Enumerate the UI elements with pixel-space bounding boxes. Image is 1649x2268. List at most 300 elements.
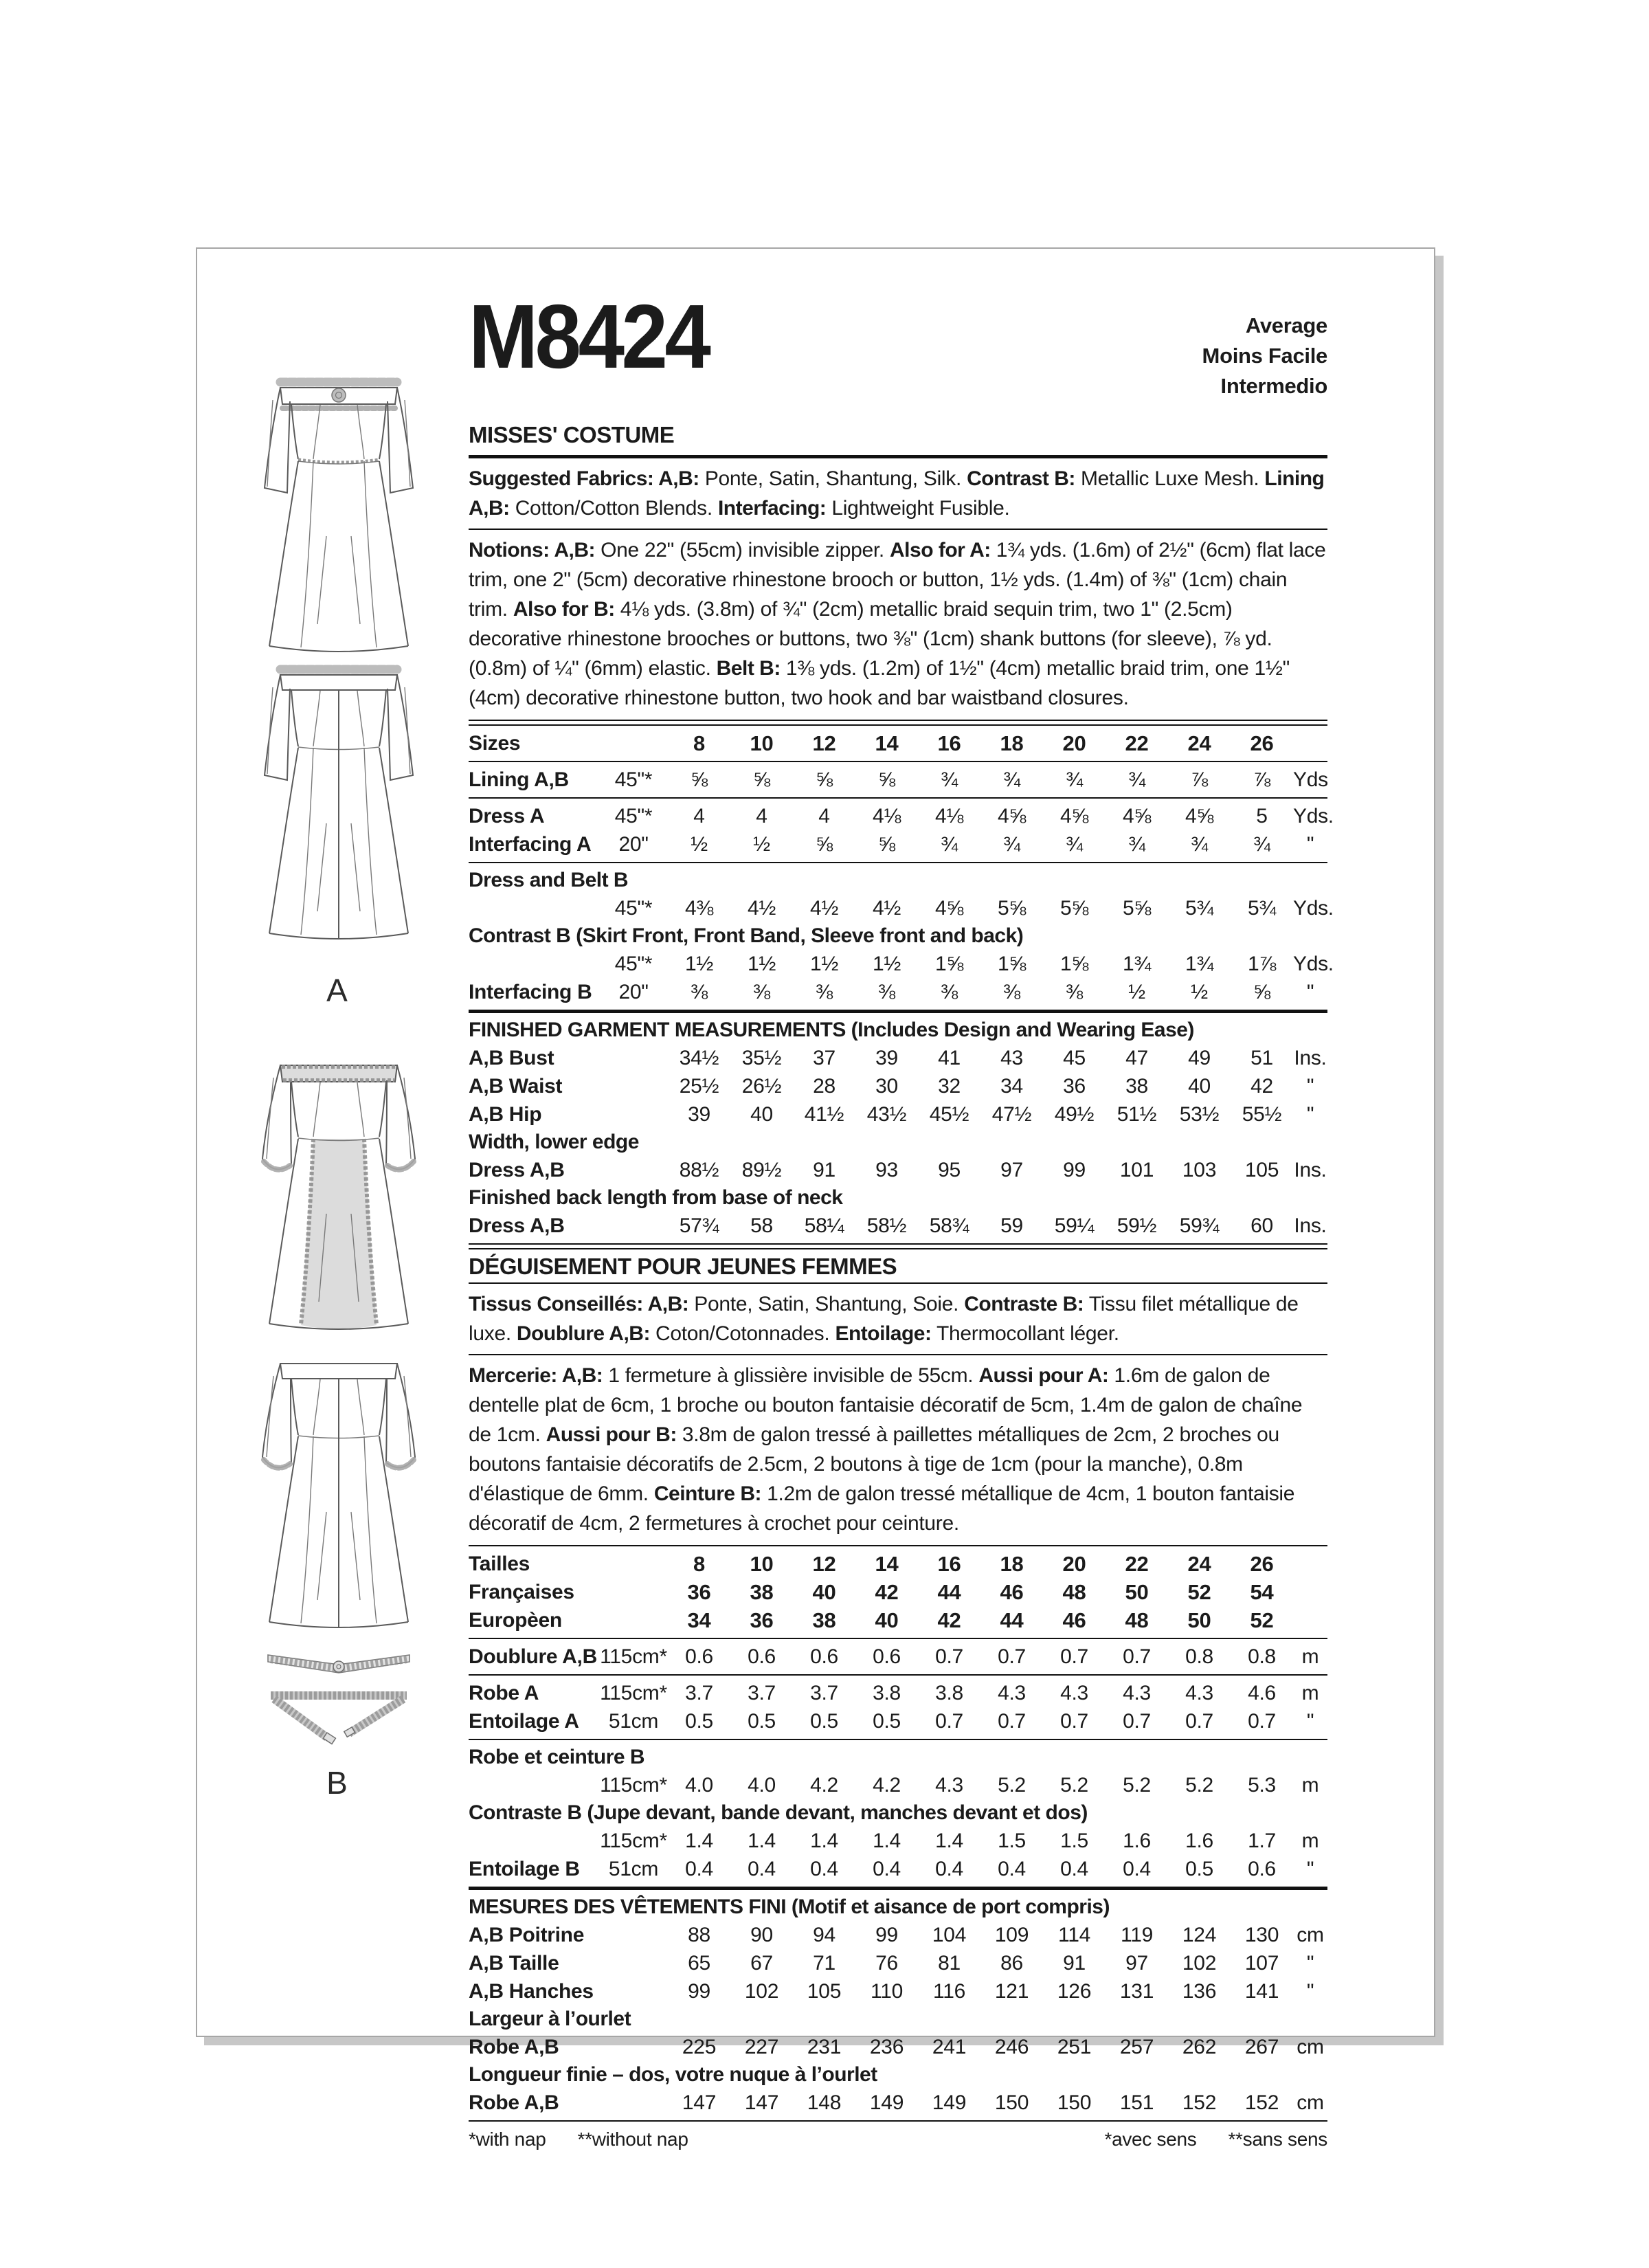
value-cell: 26	[1250, 1551, 1274, 1576]
tissus-paragraph: Tissus Conseillés: A,B: Ponte, Satin, Shantung, Soie. Contraste B: Tissu filet métallique de luxe. Doublure A,B: Coton/Cotonnades. Entoilage: Thermocollant léger.	[469, 1293, 1299, 1345]
value-cell: 24	[1187, 731, 1211, 755]
value-cell: 86	[1000, 1951, 1023, 1975]
row-label: Robe A,B	[469, 2091, 559, 2114]
value-cell: 0.4	[935, 1857, 963, 1880]
fabric-width-cell: 20"	[618, 832, 649, 856]
table-row	[469, 978, 1327, 1006]
value-cell: 41½	[804, 1102, 844, 1126]
value-cell: ½	[753, 832, 770, 856]
value-cell: ⅜	[753, 980, 770, 1003]
value-cell: 1.4	[810, 1829, 838, 1852]
value-cell: ⅜	[1066, 980, 1083, 1003]
row-label: Lining A,B	[469, 768, 569, 791]
value-cell: 1½	[872, 952, 901, 975]
value-cell: 4.3	[935, 1773, 963, 1797]
row-label: A,B Hip	[469, 1102, 542, 1126]
unit-cell: m	[1301, 1645, 1319, 1668]
value-cell: 67	[750, 1951, 773, 1975]
value-cell: 36	[1063, 1074, 1086, 1098]
unit-cell: Yds.	[1293, 896, 1334, 920]
fabric-width-cell: 51cm	[608, 1709, 659, 1733]
value-cell: 49	[1188, 1046, 1211, 1069]
value-cell: 130	[1244, 1923, 1279, 1946]
value-cell: ½	[1128, 980, 1145, 1003]
value-cell: 1.4	[873, 1829, 901, 1852]
fabric-width-cell: 115cm*	[600, 1681, 667, 1704]
value-cell: 90	[750, 1923, 773, 1946]
value-cell: 4.0	[748, 1773, 776, 1797]
value-cell: 1.4	[748, 1829, 776, 1852]
value-cell: 121	[994, 1979, 1029, 2003]
table-row	[469, 1679, 1327, 1707]
value-cell: 141	[1244, 1979, 1279, 2003]
row-label: Robe A	[469, 1681, 539, 1704]
value-cell: ¾	[1066, 832, 1083, 856]
value-cell: 4⅝	[1122, 804, 1152, 827]
value-cell: ⅜	[941, 980, 958, 1003]
value-cell: 1½	[809, 952, 839, 975]
footnote-french	[1104, 2128, 1327, 2150]
value-cell: 43½	[866, 1102, 907, 1126]
yardage-table-french	[469, 1545, 1327, 2122]
dress-b-front-drawing	[259, 1050, 418, 1339]
value-cell: 1.4	[685, 1829, 713, 1852]
value-cell: 97	[1125, 1951, 1148, 1975]
row-label: Europèen	[469, 1608, 562, 1632]
value-cell: 22	[1125, 731, 1149, 755]
table-rule	[469, 761, 1327, 762]
value-cell: 3.8	[935, 1681, 963, 1704]
value-cell: 76	[875, 1951, 898, 1975]
value-cell: 104	[932, 1923, 967, 1946]
value-cell: 0.6	[810, 1645, 838, 1668]
title-row	[469, 286, 1327, 401]
unit-cell: Yds.	[1293, 804, 1334, 827]
value-cell: 59½	[1117, 1214, 1157, 1237]
fabric-width-cell: 45"*	[614, 952, 653, 975]
footnote-without-nap: **without nap	[577, 2128, 688, 2150]
table-section-label: Width, lower edge	[469, 1131, 639, 1153]
value-cell: 149	[869, 2091, 904, 2114]
value-cell: 225	[682, 2035, 717, 2058]
value-cell: 22	[1125, 1551, 1149, 1576]
table-row	[469, 1578, 1327, 1606]
value-cell: 12	[812, 1551, 836, 1576]
value-cell: 39	[688, 1102, 710, 1126]
value-cell: 5.2	[1060, 1773, 1088, 1797]
value-cell: 10	[750, 731, 774, 755]
value-cell: 12	[812, 731, 836, 755]
footnotes-row	[469, 2128, 1327, 2150]
value-cell: 14	[875, 731, 899, 755]
value-cell: 53½	[1179, 1102, 1220, 1126]
divider	[469, 1354, 1327, 1355]
yardage-table-english	[469, 720, 1334, 1249]
table-row	[469, 1606, 1327, 1634]
value-cell: 37	[813, 1046, 835, 1069]
value-cell: 0.7	[1060, 1645, 1088, 1668]
table-section-label: Robe et ceinture B	[469, 1746, 645, 1768]
value-cell: 39	[875, 1046, 898, 1069]
value-cell: 38	[812, 1608, 836, 1632]
table-rule	[469, 1243, 1327, 1249]
value-cell: 3.7	[685, 1681, 713, 1704]
row-label: Sizes	[469, 731, 521, 755]
table-row	[469, 1212, 1327, 1240]
table-section-label: FINISHED GARMENT MEASUREMENTS (Includes Design and Wearing Ease)	[469, 1019, 1194, 1041]
value-cell: 48	[1125, 1608, 1149, 1632]
value-cell: 0.7	[998, 1645, 1026, 1668]
value-cell: 4.2	[810, 1773, 838, 1797]
value-cell: 50	[1125, 1579, 1149, 1604]
value-cell: 116	[933, 1979, 965, 2003]
value-cell: 4½	[809, 896, 839, 920]
value-cell: 59¼	[1054, 1214, 1095, 1237]
unit-cell: "	[1306, 832, 1314, 856]
value-cell: 151	[1119, 2091, 1154, 2114]
value-cell: 4	[818, 804, 830, 827]
table-row	[469, 1072, 1327, 1100]
value-cell: ⅝	[878, 832, 895, 856]
value-cell: 89½	[741, 1158, 782, 1181]
value-cell: 147	[682, 2091, 717, 2114]
value-cell: 81	[938, 1951, 961, 1975]
unit-cell: Ins.	[1294, 1214, 1327, 1237]
value-cell: ¾	[1066, 768, 1083, 791]
value-cell: 5⅝	[997, 896, 1027, 920]
value-cell: 4½	[872, 896, 901, 920]
value-cell: 126	[1057, 1979, 1092, 2003]
table-row	[469, 950, 1334, 978]
value-cell: 3.7	[810, 1681, 838, 1704]
value-cell: 40	[812, 1579, 836, 1604]
value-cell: 94	[813, 1923, 835, 1946]
footnote-avec-sens: *avec sens	[1104, 2128, 1197, 2150]
value-cell: 246	[994, 2035, 1029, 2058]
value-cell: 59¾	[1179, 1214, 1220, 1237]
value-cell: 34	[1000, 1074, 1023, 1098]
fabric-width-cell: 115cm*	[600, 1773, 667, 1797]
value-cell: 0.7	[1123, 1645, 1151, 1668]
row-label: A,B Waist	[469, 1074, 563, 1098]
divider	[469, 455, 1327, 458]
value-cell: 4⅛	[934, 804, 964, 827]
table-rule	[469, 1739, 1327, 1740]
value-cell: ½	[1191, 980, 1208, 1003]
fabric-width-cell: 115cm*	[600, 1829, 667, 1852]
value-cell: 0.5	[748, 1709, 776, 1733]
value-cell: 4.3	[998, 1681, 1026, 1704]
value-cell: 91	[813, 1158, 835, 1181]
value-cell: 105	[807, 1979, 842, 2003]
value-cell: 41	[938, 1046, 961, 1069]
value-cell: 99	[688, 1979, 710, 2003]
value-cell: 88½	[679, 1158, 719, 1181]
value-cell: 1⅝	[1059, 952, 1089, 975]
difficulty-spanish: Intermedio	[1220, 374, 1327, 398]
value-cell: 5.3	[1248, 1773, 1276, 1797]
value-cell: ¾	[941, 832, 958, 856]
table-row	[469, 1771, 1327, 1799]
divider	[469, 529, 1327, 530]
value-cell: 25½	[679, 1074, 719, 1098]
value-cell: ⅝	[816, 832, 833, 856]
value-cell: 16	[937, 731, 961, 755]
pattern-number: M8424	[469, 286, 708, 387]
dress-a-back-drawing	[259, 660, 418, 948]
value-cell: ¾	[1003, 832, 1020, 856]
value-cell: 0.4	[873, 1857, 901, 1880]
value-cell: 48	[1062, 1579, 1086, 1604]
value-cell: 5⅝	[1122, 896, 1152, 920]
value-cell: 227	[744, 2035, 779, 2058]
value-cell: 1.5	[1060, 1829, 1088, 1852]
footnote-sans-sens: **sans sens	[1228, 2128, 1327, 2150]
value-cell: ¾	[1191, 832, 1208, 856]
value-cell: 4½	[747, 896, 776, 920]
mercerie-paragraph: Mercerie: A,B: 1 fermeture à glissière invisible de 55cm. Aussi pour A: 1.6m de galon de dentelle plat de 6cm, 1 broche ou bouton fantaisie décoratif de 5cm, 1.4m de galon de chaîne de 1cm. Aussi pour B: 3.8m de galon tressé à paillettes métalliques de 2cm, 2 broches ou boutons fantaisie décoratifs de 2.5cm, 2 boutons à tige de 1cm (pour la manche), 0.8m d'élastique de 6mm. Ceinture B: 1.2m de galon tressé métallique de 4cm, 1 bouton fantaisie décoratif de 4cm, 2 fermetures à crochet pour ceinture.	[469, 1364, 1303, 1535]
table-row	[469, 1855, 1327, 1883]
value-cell: 0.4	[810, 1857, 838, 1880]
footnote-english	[469, 2128, 688, 2150]
table-row	[469, 1044, 1327, 1072]
value-cell: 49½	[1054, 1102, 1095, 1126]
value-cell: 26½	[741, 1074, 782, 1098]
value-cell: ¾	[1253, 832, 1270, 856]
value-cell: 0.8	[1185, 1645, 1213, 1668]
unit-cell: cm	[1297, 1923, 1324, 1946]
value-cell: 0.5	[1185, 1857, 1213, 1880]
value-cell: 1.6	[1123, 1829, 1151, 1852]
value-cell: 0.7	[935, 1709, 963, 1733]
value-cell: 0.4	[685, 1857, 713, 1880]
value-cell: 131	[1119, 1979, 1154, 2003]
value-cell: 4⅝	[1059, 804, 1089, 827]
value-cell: 257	[1119, 2035, 1154, 2058]
value-cell: 103	[1182, 1158, 1217, 1181]
table-row	[469, 1643, 1327, 1671]
garment-title-english: MISSES' COSTUME	[469, 422, 675, 447]
value-cell: 0.4	[748, 1857, 776, 1880]
value-cell: 5¾	[1247, 896, 1277, 920]
value-cell: 5	[1256, 804, 1268, 827]
row-label: Interfacing B	[469, 980, 592, 1003]
value-cell: 152	[1244, 2091, 1279, 2114]
table-section-label: Largeur à l’ourlet	[469, 2008, 631, 2030]
view-b-back-illustration	[259, 1348, 418, 1637]
value-cell: 34	[687, 1608, 711, 1632]
value-cell: 124	[1182, 1923, 1217, 1946]
value-cell: 251	[1057, 2035, 1092, 2058]
value-cell: 65	[688, 1951, 710, 1975]
value-cell: 16	[937, 1551, 961, 1576]
table-row	[469, 1100, 1327, 1129]
unit-cell: Ins.	[1294, 1158, 1327, 1181]
table-section-label: Dress and Belt B	[469, 869, 629, 891]
unit-cell: cm	[1297, 2035, 1324, 2058]
row-label: Dress A	[469, 804, 545, 827]
dress-a-front-drawing	[259, 373, 418, 661]
value-cell: 32	[938, 1074, 961, 1098]
table-row	[469, 1977, 1327, 2005]
table-row	[469, 2033, 1327, 2061]
value-cell: 5.2	[998, 1773, 1026, 1797]
suggested-fabrics-paragraph: Suggested Fabrics: A,B: Ponte, Satin, Shantung, Silk. Contrast B: Metallic Luxe Mesh. Lining A,B: Cotton/Cotton Blends. Interfacing: Lightweight Fusible.	[469, 467, 1325, 520]
fabric-width-cell: 45"*	[614, 804, 653, 827]
unit-cell: Yds	[1293, 768, 1328, 791]
garment-title-french: DÉGUISEMENT POUR JEUNES FEMMES	[469, 1254, 897, 1279]
value-cell: 8	[693, 1551, 705, 1576]
unit-cell: "	[1306, 980, 1314, 1003]
value-cell: 1¾	[1122, 952, 1152, 975]
value-cell: ¾	[1128, 768, 1145, 791]
row-label: Tailles	[469, 1552, 530, 1575]
value-cell: 4.6	[1248, 1681, 1276, 1704]
value-cell: 47½	[991, 1102, 1032, 1126]
value-cell: 136	[1182, 1979, 1217, 2003]
value-cell: 55½	[1242, 1102, 1282, 1126]
dress-b-back-drawing	[259, 1348, 418, 1637]
value-cell: 95	[938, 1158, 961, 1181]
table-row	[469, 1921, 1327, 1949]
value-cell: 58	[750, 1214, 773, 1237]
value-cell: 1.7	[1248, 1829, 1276, 1852]
value-cell: 91	[1063, 1951, 1086, 1975]
row-label: A,B Bust	[469, 1046, 554, 1069]
value-cell: 71	[813, 1951, 835, 1975]
value-cell: 1.4	[935, 1829, 963, 1852]
table-row	[469, 802, 1334, 830]
value-cell: ¾	[941, 768, 958, 791]
value-cell: 231	[807, 2035, 842, 2058]
view-b-front-illustration	[259, 1050, 418, 1339]
value-cell: 262	[1182, 2035, 1217, 2058]
value-cell: 102	[744, 1979, 779, 2003]
value-cell: 51	[1250, 1046, 1273, 1069]
table-section-label: Contrast B (Skirt Front, Front Band, Sleeve front and back)	[469, 924, 1024, 947]
unit-cell: Ins.	[1294, 1046, 1327, 1069]
value-cell: 35½	[741, 1046, 782, 1069]
value-cell: 36	[687, 1579, 711, 1604]
view-a-back-illustration	[259, 660, 418, 948]
view-a-front-illustration	[259, 373, 418, 661]
value-cell: 0.6	[873, 1645, 901, 1668]
value-cell: 102	[1182, 1951, 1217, 1975]
value-cell: 0.6	[748, 1645, 776, 1668]
value-cell: 47	[1125, 1046, 1148, 1069]
value-cell: 44	[1000, 1608, 1024, 1632]
value-cell: 0.7	[1060, 1709, 1088, 1733]
value-cell: 60	[1250, 1214, 1273, 1237]
value-cell: 4.3	[1060, 1681, 1088, 1704]
difficulty-french: Moins Facile	[1202, 344, 1327, 368]
row-label: Interfacing A	[469, 832, 592, 856]
footnote-with-nap: *with nap	[469, 2128, 546, 2150]
table-row	[469, 1949, 1327, 1977]
value-cell: 38	[1125, 1074, 1148, 1098]
value-cell: 42	[1250, 1074, 1273, 1098]
value-cell: 4	[693, 804, 705, 827]
value-cell: 1⅝	[934, 952, 964, 975]
value-cell: 150	[994, 2091, 1029, 2114]
value-cell: 0.6	[685, 1645, 713, 1668]
value-cell: 97	[1000, 1158, 1023, 1181]
fabric-width-cell: 51cm	[608, 1857, 659, 1880]
value-cell: 51½	[1117, 1102, 1157, 1126]
value-cell: ⅝	[878, 768, 895, 791]
value-cell: 52	[1250, 1608, 1274, 1632]
value-cell: 10	[750, 1551, 774, 1576]
value-cell: 42	[937, 1608, 961, 1632]
value-cell: ⅜	[878, 980, 895, 1003]
value-cell: 42	[875, 1579, 899, 1604]
table-rule	[469, 1638, 1327, 1639]
value-cell: 38	[750, 1579, 774, 1604]
table-rule	[469, 1545, 1327, 1546]
difficulty-block	[1202, 301, 1327, 401]
value-cell: 45	[1063, 1046, 1086, 1069]
value-cell: 20	[1062, 1551, 1086, 1576]
table-row	[469, 1827, 1327, 1855]
belt-back-drawing	[259, 1687, 418, 1747]
row-label: A,B Hanches	[469, 1979, 594, 2003]
value-cell: 52	[1187, 1579, 1211, 1604]
value-cell: 1¾	[1185, 952, 1214, 975]
row-label: Entoilage A	[469, 1709, 579, 1733]
unit-cell: "	[1306, 1709, 1314, 1733]
table-row	[469, 766, 1327, 794]
view-a-label: A	[326, 972, 350, 1008]
belt-b-back-illustration	[259, 1687, 418, 1747]
value-cell: 5.2	[1185, 1773, 1213, 1797]
unit-cell: cm	[1297, 2091, 1324, 2114]
value-cell: 88	[688, 1923, 710, 1946]
unit-cell: "	[1306, 1979, 1314, 2003]
value-cell: 4⅜	[684, 896, 714, 920]
value-cell: 1.6	[1185, 1829, 1213, 1852]
value-cell: 4.0	[685, 1773, 713, 1797]
value-cell: 0.4	[1123, 1857, 1151, 1880]
value-cell: 0.7	[1123, 1709, 1151, 1733]
fabric-width-cell: 20"	[618, 980, 649, 1003]
value-cell: 58½	[866, 1214, 907, 1237]
value-cell: ½	[691, 832, 708, 856]
difficulty-english: Average	[1245, 313, 1327, 337]
value-cell: 147	[744, 2091, 779, 2114]
row-label: Dress A,B	[469, 1158, 565, 1181]
value-cell: 4⅛	[872, 804, 901, 827]
value-cell: ⅜	[816, 980, 833, 1003]
value-cell: 1½	[684, 952, 714, 975]
divider	[469, 1282, 1327, 1284]
unit-cell: m	[1301, 1829, 1319, 1852]
value-cell: 148	[807, 2091, 842, 2114]
value-cell: 18	[1000, 731, 1024, 755]
value-cell: 5⅝	[1059, 896, 1089, 920]
value-cell: ⅝	[753, 768, 770, 791]
value-cell: ⅜	[1003, 980, 1020, 1003]
value-cell: 54	[1250, 1579, 1274, 1604]
value-cell: 59	[1000, 1214, 1023, 1237]
value-cell: 0.4	[1060, 1857, 1088, 1880]
value-cell: 3.8	[873, 1681, 901, 1704]
value-cell: 99	[875, 1923, 898, 1946]
row-label: A,B Taille	[469, 1951, 559, 1975]
table-row	[469, 894, 1334, 922]
notions-paragraph: Notions: A,B: One 22" (55cm) invisible zipper. Also for A: 1¾ yds. (1.6m) of 2½" (6cm) flat lace trim, one 2" (5cm) decorative rhinestone brooch or button, 1½ yds. (1.4m) of ⅜" (1cm) chain trim. Also for B: 4⅛ yds. (3.8m) of ¾" (2cm) metallic braid sequin trim, two 1" (2.5cm) decorative rhinestone brooches or buttons, two ⅜" (1cm) shank buttons (for sleeve), ⅞ yd. (0.8m) of ¼" (6mm) elastic. Belt B: 1⅜ yds. (1.2m) of 1½" (4cm) metallic braid trim, one 1½" (4cm) decorative rhinestone button, two hook and bar waistband closures.	[469, 539, 1326, 709]
value-cell: 1½	[747, 952, 776, 975]
table-row	[469, 729, 1327, 757]
